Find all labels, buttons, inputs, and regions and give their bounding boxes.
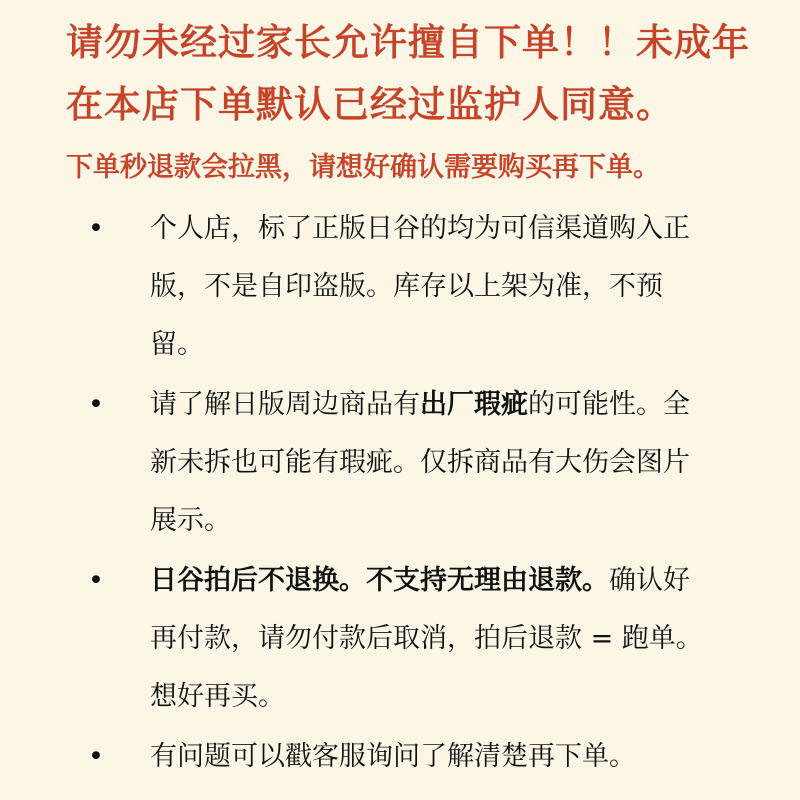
rule-line: 新未拆也可能有瑕疵。仅拆商品有大伤会图片 (150, 447, 690, 478)
rule-emphasis: 日谷拍后不退换。不支持无理由退款。 (150, 565, 609, 596)
rule-line: 展示。 (150, 505, 231, 536)
refund-blacklist-warning: 下单秒退款会拉黑，请想好确认需要购买再下单。 (66, 152, 660, 183)
rule-text: 请了解日版周边商品有 (150, 389, 420, 420)
rule-item-official-products (66, 200, 800, 374)
rule-emphasis: 出厂瑕疵 (420, 389, 528, 420)
rule-line (150, 552, 800, 610)
rule-text: 的可能性。全 (528, 389, 690, 420)
bullet-icon: • (88, 741, 104, 772)
rule-line: 再付款，请勿付款后取消，拍后退款 = 跑单。 (150, 623, 703, 654)
warning-line: 请勿未经过家长允许擅自下单！！未成年 (66, 21, 750, 64)
bullet-icon: • (88, 565, 104, 596)
store-rules-list (66, 200, 800, 786)
bullet-icon: • (88, 389, 104, 420)
parental-consent-warning (66, 12, 800, 136)
rule-text: 确认好 (609, 565, 690, 596)
rule-line: 想好再买。 (150, 681, 285, 712)
warning-line: 在本店下单默认已经过监护人同意。 (66, 83, 674, 126)
rule-line: 版，不是自印盗版。库存以上架为准，不预 (150, 271, 663, 302)
rule-line (150, 376, 800, 434)
rule-line: 有问题可以戳客服询问了解清楚再下单。 (150, 741, 636, 772)
rule-item-factory-defects (66, 376, 800, 550)
rule-line: 留。 (150, 329, 204, 360)
rule-line: 个人店，标了正版日谷的均为可信渠道购入正 (150, 213, 690, 244)
rule-item-no-returns (66, 552, 800, 726)
rule-item-contact-support (66, 728, 800, 786)
bullet-icon: • (88, 213, 104, 244)
